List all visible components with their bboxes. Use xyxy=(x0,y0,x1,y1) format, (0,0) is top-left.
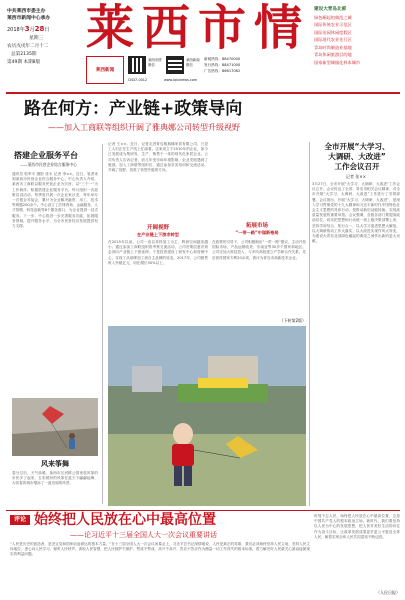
right-body: 3月27日，全市开展“大学习、大调研、大改进”工作会议召开。会议传达了全省、青岛市相关会议精神，对全市开展“大学习、大调研、大改进”工作进行了安排部署。会议指出，开展“大学习、大调研、大改进”，是深入学习贯彻党的十九大精神和习近平新时代中国特色社会主义思想的具体行动，是推动新旧动能转换、实现高质量发展的重要举措。会议强调，各级各部门要提高政治站位，切实把思想和行动统一到上级决策部署上来，坚持学用结合、知行合一，以大学习促进思想大解放，以大调研推动工作大落实，以大改进实现作风大转变，为建设大青岛北部绿色崛起的典范之城作出新的更大贡献。 xyxy=(312,182,400,244)
commentary-label xyxy=(10,515,30,525)
issue-number: 第49期 本期8版 xyxy=(7,60,41,65)
website: www.laixinews.com xyxy=(164,78,198,82)
left-feature-body: 通讯员 郭军平 摄影 张永 记者 李××。近日，笔者来到莱西市民营企业综合服务中心，中心负责人介绍，莱西市工商联以服务民营企业为宗旨，以“三个一”为工作载体，积极搭建企业服务平台。每月组织一次政策宣讲活动，每季度开展一次企业家沙龙，每年举办一次银企对接会，累计为企业解决融资、用工、技术等难题200余个。中心设立了法律咨询、金融服务、人才招聘、科技创新等8个服务窗口，为企业提供一站式服务。下一步，中心将进一步完善服务功能，拓展服务领域，提升服务水平，为全市民营经济发展提供有力支撑。 xyxy=(12,172,98,229)
lead-headline: 路在何方：产业链+政策导向 xyxy=(24,99,243,119)
center-sub-2: 在产业链上下游求转型 xyxy=(137,232,179,237)
hotline-number: 88470000 xyxy=(221,57,241,61)
kite-photo-caption: 春分过后，天气转暖，莱西市区河畔公园里放风筝的市民多了起来，五彩缤纷的风筝在蓝天下翩翩起舞，为初春的城市增添了一道亮丽的风景。 xyxy=(12,471,98,486)
contact-block: 新闻热线：88470000 发行热线：88471000 广告热线：86617062 xyxy=(204,57,241,73)
masthead-sponsor-block xyxy=(7,8,73,67)
promo-item: 青岛时尚制造业基地 xyxy=(314,44,352,50)
left-column-rule xyxy=(102,144,103,504)
center-body-3: 在政策的引导下，公司积极响应“一带一路”倡议，主动开拓国际市场，产品远销欧美、东南亚等30多个国家和地区。公司还加大科技投入，与多所高校建立产学研合作关系，先后获得国家专利20余项，被评为青岛市高新技术企业。 xyxy=(212,240,306,260)
issue-phone: 88471000 xyxy=(221,63,241,67)
center-photo xyxy=(108,326,306,506)
right-title-line-3: 工作会议召开 xyxy=(334,162,380,171)
center-promo-title: 拓展市场 xyxy=(245,223,268,229)
promo-item: 国际田园休闲度假区 xyxy=(314,29,352,35)
center-promo-sub: “一带一路”中谋新格局 xyxy=(235,230,279,235)
weekday: 星期三 xyxy=(29,36,44,41)
qr-code-1 xyxy=(128,56,146,74)
right-column-rule xyxy=(309,142,310,506)
right-title-line-1: 全市开展“大学习、 xyxy=(324,142,390,151)
commentary-title: 始终把人民放在心中最高位置 xyxy=(34,512,216,528)
sponsor-line-1: 中共莱西市委主办 xyxy=(7,9,46,14)
center-photo-image xyxy=(108,326,306,506)
masthead-rule xyxy=(6,92,400,94)
left-feature-title: 搭建企业服务平台 xyxy=(14,151,78,160)
ad-logo-box xyxy=(86,56,124,84)
promo-item: 绿色崛起的典范之城 xyxy=(314,14,352,20)
kite-photo-title: 风来筝舞 xyxy=(41,460,69,468)
commentary-subtitle: ——论习近平十三届全国人大一次会议重要讲话 xyxy=(70,531,217,539)
kite-photo xyxy=(12,398,98,456)
commentary-body-left: “人民是历史的创造者，是决定党和国家前途命运的根本力量。”在十三届全国人大一次会议闭幕会上，习近平总书记深情地说，人民是真正的英雄，我们必须始终坚持人民立场，坚持人民主体地位，虚心向人民学习，倾听人民呼声，汲取人民智慧，把人民拥护不拥护、赞成不赞成、高兴不高兴、答应不答应作为衡量一切工作得失的根本标准，着力解决好人民最关心最直接最现实的利益问题。 xyxy=(10,542,310,557)
commentary-source: （人民日报） xyxy=(376,590,400,595)
promo-item: 国际传统农业示范区 xyxy=(314,22,352,27)
issue-phone-label: 发行热线 xyxy=(204,63,219,67)
right-reporter: 记者 张×× xyxy=(346,174,366,179)
commentary-body-right: 时刻不忘人民，始终把人民放在心中最高位置，这是中国共产党人的根本政治立场。新时代，我们要坚持以人民为中心的发展思想，把人民对美好生活的向往作为奋斗目标，让改革发展成果更多更公平惠及全体人民，朝着实现全体人民共同富裕不断迈进。 xyxy=(314,514,400,539)
center-body-2: 在2015年以前，公司一直以来料加工为主，利润空间越来越小。通过参加工商联组织的考察交流活动，公司决策层意识到必须向产业链上下游延伸，于是投资建设了研发中心和营销中心，实现了从贴牌加工到自主品牌的转变。2017年，公司销售收入突破亿元，同比增长30%以上。 xyxy=(108,240,208,265)
ad-phone-label: 广告热线 xyxy=(204,69,219,73)
kite-photo-image xyxy=(12,398,98,456)
masthead-ad-strip xyxy=(86,56,308,90)
center-sub-1: 开阔视野 xyxy=(146,225,169,231)
commentary-label-text: 评论 xyxy=(13,516,26,523)
qr-label-1: 莱西市情微信 xyxy=(148,58,162,67)
promo-item: 青岛休闲旅游目的地 xyxy=(314,52,352,57)
center-body-1: 记者 王××。近日，记者走进青岛雅典娜家居有限公司，只见工人们正在生产线上忙碌着。这家成立于2010年的企业，如今已发展成为集研发、生产、销售于一体的现代化家居企业。公司负责人告诉记者，前几年受市场环境影响，企业发展遇到了瓶颈。加入工商联等组织后，通过参加各类培训和交流活动，开阔了视野，找准了转型升级的方向。 xyxy=(108,142,208,173)
promo-item: 建设大青岛北部 xyxy=(314,7,347,12)
right-title-line-2: 大调研、大改进” xyxy=(328,152,386,161)
promo-item: 国家新型城镇化样本城市 xyxy=(314,59,361,65)
promo-list xyxy=(314,6,400,66)
lead-subheadline: ——加入工商联等组织开阔了雅典娜公司转型升级视野 xyxy=(48,123,240,132)
lunar-date: 农历戊戌年二月十二 xyxy=(7,44,49,49)
serial-number: 总第2135期 xyxy=(11,52,37,57)
qr-label-2: 莱西新闻微信 xyxy=(186,58,200,67)
ad-phone: 86617062 xyxy=(221,69,241,73)
hotline-label: 新闻热线 xyxy=(204,57,219,61)
issue-date: 2018年3月28日 xyxy=(7,25,50,33)
left-feature-byline: ——莱西市民营企业综合服务中心 xyxy=(20,162,77,167)
promo-item: 国际现代农业先行区 xyxy=(314,37,352,42)
sponsor-line-2: 莱西市新闻中心承办 xyxy=(7,16,51,21)
cn-code: CN37-0012 xyxy=(128,78,148,82)
qr-code-2 xyxy=(166,56,184,74)
ad-logo-text: 莱西新闻 xyxy=(95,68,115,73)
center-jump-line: （下转第2版） xyxy=(279,318,306,323)
newspaper-title: 莱西市情 xyxy=(86,0,311,56)
